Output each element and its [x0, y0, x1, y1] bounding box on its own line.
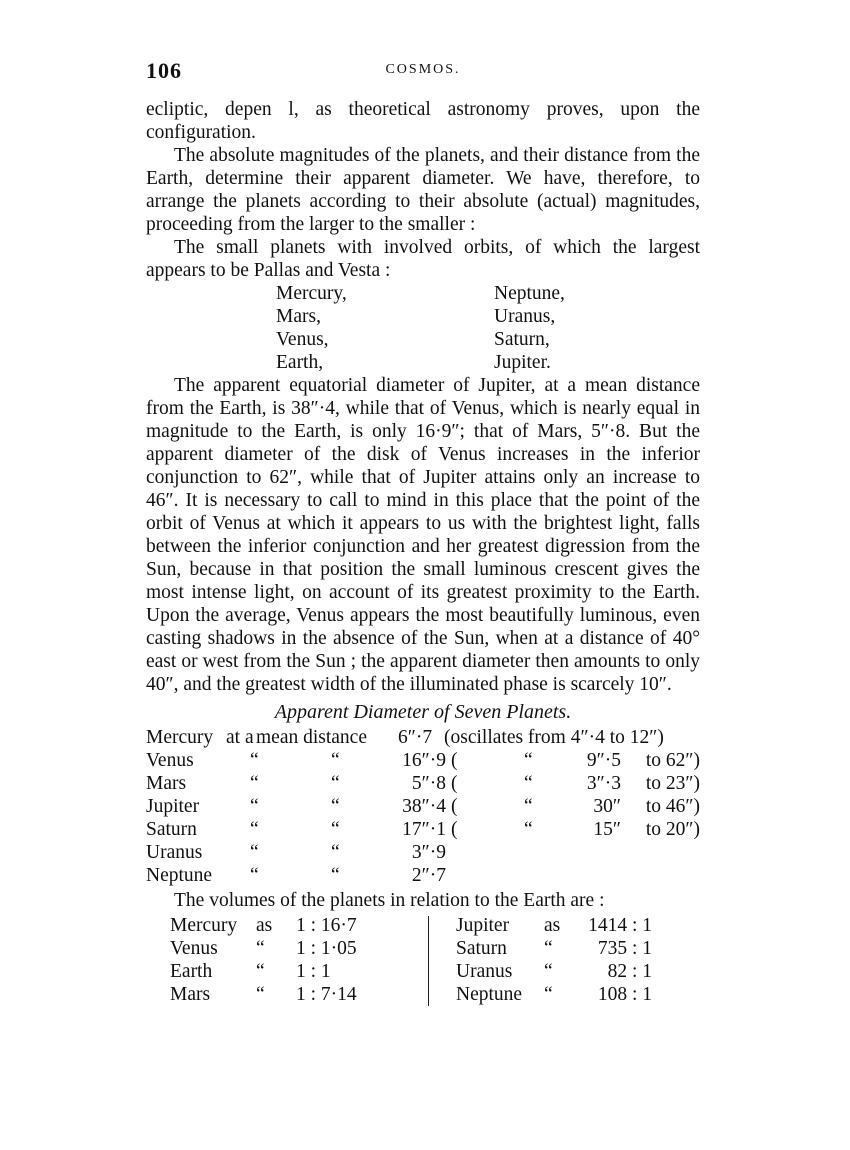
table-cell-range-high: to 23″): [645, 773, 700, 794]
list-item: Mercury,: [276, 283, 347, 304]
table-cell-ditto: “: [250, 750, 259, 771]
list-item: Saturn,: [494, 329, 550, 350]
volume-planet: Saturn: [456, 938, 507, 959]
table-cell-planet: Mars: [146, 773, 187, 794]
table-cell-range-low: 15″: [593, 819, 621, 840]
table-cell-mark: mean distance: [256, 727, 367, 748]
paragraph: The small planets with involved orbits, of which the largest appears to be Pallas and Vesta :: [146, 237, 700, 281]
list-item: Neptune,: [494, 283, 565, 304]
table-cell-paren: (: [451, 819, 458, 840]
table-cell-planet: Mercury: [146, 727, 214, 748]
volume-mark: “: [544, 938, 553, 959]
volume-planet: Mercury: [170, 915, 238, 936]
table-cell-ditto: “: [331, 819, 340, 840]
table-cell-planet: Uranus: [146, 842, 203, 863]
table-cell-ditto: “: [524, 819, 533, 840]
table-cell-range-high: to 62″): [645, 750, 700, 771]
paragraph: ecliptic, depen l, as theoretical astronomy proves, upon the configuration.: [146, 99, 700, 143]
volume-ratio: 82 : 1: [607, 961, 652, 982]
table-cell-value: 17″·1: [402, 819, 446, 840]
body-text: [146, 98, 700, 1010]
list-item: Venus,: [276, 329, 329, 350]
volume-ratio: 1 : 1: [296, 961, 331, 982]
table-row: [146, 749, 700, 772]
table-cell-ditto: “: [250, 773, 259, 794]
list-item: Earth,: [276, 352, 324, 373]
table-cell-ditto: “: [250, 865, 259, 886]
page-number: 106: [146, 58, 182, 83]
volume-mark: “: [256, 961, 265, 982]
table-row: [146, 818, 700, 841]
table-cell-value: 2″·7: [411, 865, 446, 886]
volume-ratio: 1 : 1·05: [296, 938, 357, 959]
volume-planet: Neptune: [456, 984, 523, 1005]
table-cell-value: 38″·4: [402, 796, 446, 817]
table-cell-planet: Venus: [146, 750, 194, 771]
section-title: Apparent Diameter of Seven Planets.: [274, 701, 572, 723]
table-row: [146, 960, 700, 983]
volume-ratio: 1 : 7·14: [296, 984, 357, 1005]
table-cell-paren: (: [451, 796, 458, 817]
table-cell-planet: Jupiter: [146, 796, 200, 817]
table-row: [146, 983, 700, 1006]
table-cell-range-low: 3″·3: [586, 773, 621, 794]
table-cell-mark: at a: [226, 727, 254, 748]
volume-mark: “: [544, 961, 553, 982]
table-cell-value: 6″·7: [398, 727, 433, 748]
volume-mark: “: [256, 938, 265, 959]
table-cell-planet: Neptune: [146, 865, 213, 886]
planet-list-right: [494, 282, 565, 374]
table-cell-ditto: “: [524, 750, 533, 771]
table-cell-ditto: “: [250, 796, 259, 817]
table-cell-value: 5″·8: [411, 773, 446, 794]
list-item: Jupiter.: [494, 352, 551, 373]
table-cell-ditto: “: [250, 842, 259, 863]
volume-mark: “: [256, 984, 265, 1005]
planet-list-left: [276, 282, 347, 374]
volume-planet: Uranus: [456, 961, 513, 982]
table-row: [146, 864, 700, 887]
volume-planet: Jupiter: [456, 915, 510, 936]
page-header: [146, 58, 700, 88]
volume-mark: “: [544, 984, 553, 1005]
paragraph: The absolute magnitudes of the planets, and their distance from the Earth, determine their apparent diameter. We have, therefore, to arrange the planets according to their absolute (actual) magnitudes, proceeding from the larger to the smaller :: [146, 145, 700, 235]
volume-mark: as: [256, 915, 273, 936]
table-cell-range-high: to 46″): [645, 796, 700, 817]
table-cell-planet: Saturn: [146, 819, 197, 840]
table-cell-ditto: “: [331, 773, 340, 794]
list-item: Uranus,: [494, 306, 556, 327]
table-cell-ditto: “: [331, 842, 340, 863]
volumes-intro: The volumes of the planets in relation to the Earth are :: [174, 890, 605, 911]
planet-list: [146, 282, 700, 374]
volume-ratio: 1 : 16·7: [296, 915, 357, 936]
table-cell-value: 16″·9: [402, 750, 446, 771]
volume-planet: Venus: [170, 938, 218, 959]
table-cell-range-low: 30″: [593, 796, 621, 817]
table-cell-ditto: “: [250, 819, 259, 840]
volume-mark: as: [544, 915, 561, 936]
table-row: [146, 937, 700, 960]
volume-planet: Mars: [170, 984, 211, 1005]
volume-ratio: 1414 : 1: [588, 915, 652, 936]
volume-planet: Earth: [170, 961, 213, 982]
table-row: [146, 914, 700, 937]
running-title: COSMOS.: [385, 62, 461, 77]
table-cell-paren: (: [451, 773, 458, 794]
diameter-table: [146, 726, 700, 888]
table-row: [146, 841, 700, 864]
volume-ratio: 108 : 1: [597, 984, 652, 1005]
table-cell-ditto: “: [331, 865, 340, 886]
table-cell-ditto: “: [331, 796, 340, 817]
list-item: Mars,: [276, 306, 321, 327]
table-cell-range: (oscillates from 4″·4 to 12″): [444, 727, 664, 748]
table-cell-range-high: to 20″): [645, 819, 700, 840]
table-cell-ditto: “: [524, 773, 533, 794]
table-cell-range-low: 9″·5: [586, 750, 621, 771]
volumes-table: [146, 914, 700, 1010]
table-row: [146, 795, 700, 818]
table-cell-value: 3″·9: [411, 842, 446, 863]
table-row: [146, 772, 700, 795]
paragraph: The apparent equatorial diameter of Jupiter, at a mean distance from the Earth, is 38″·4, while that of Venus, which is nearly equal in magnitude to the Earth, is only 16·9″; that of Mars, 5″·8. But the apparent diameter of the disk of Venus increases in the inferior conjunction to 62″, while that of Jupiter attains only an increase to 46″. It is necessary to call to mind in this place that the point of the orbit of Venus at which it appears to us with the brightest light, falls between the inferior conjunction and her greatest digression from the Sun, because in that position the small luminous crescent gives the most intense light, on account of its greatest proximity to the Earth. Upon the average, Venus appears the most beautifully luminous, even casting shadows in the absence of the Sun, when at a distance of 40° east or west from the Sun ; the apparent diameter then amounts to only 40″, and the greatest width of the illuminated phase is scarcely 10″.: [146, 375, 700, 695]
table-cell-ditto: “: [524, 796, 533, 817]
table-row: [146, 726, 700, 749]
table-cell-paren: (: [451, 750, 458, 771]
table-cell-ditto: “: [331, 750, 340, 771]
volume-ratio: 735 : 1: [597, 938, 652, 959]
